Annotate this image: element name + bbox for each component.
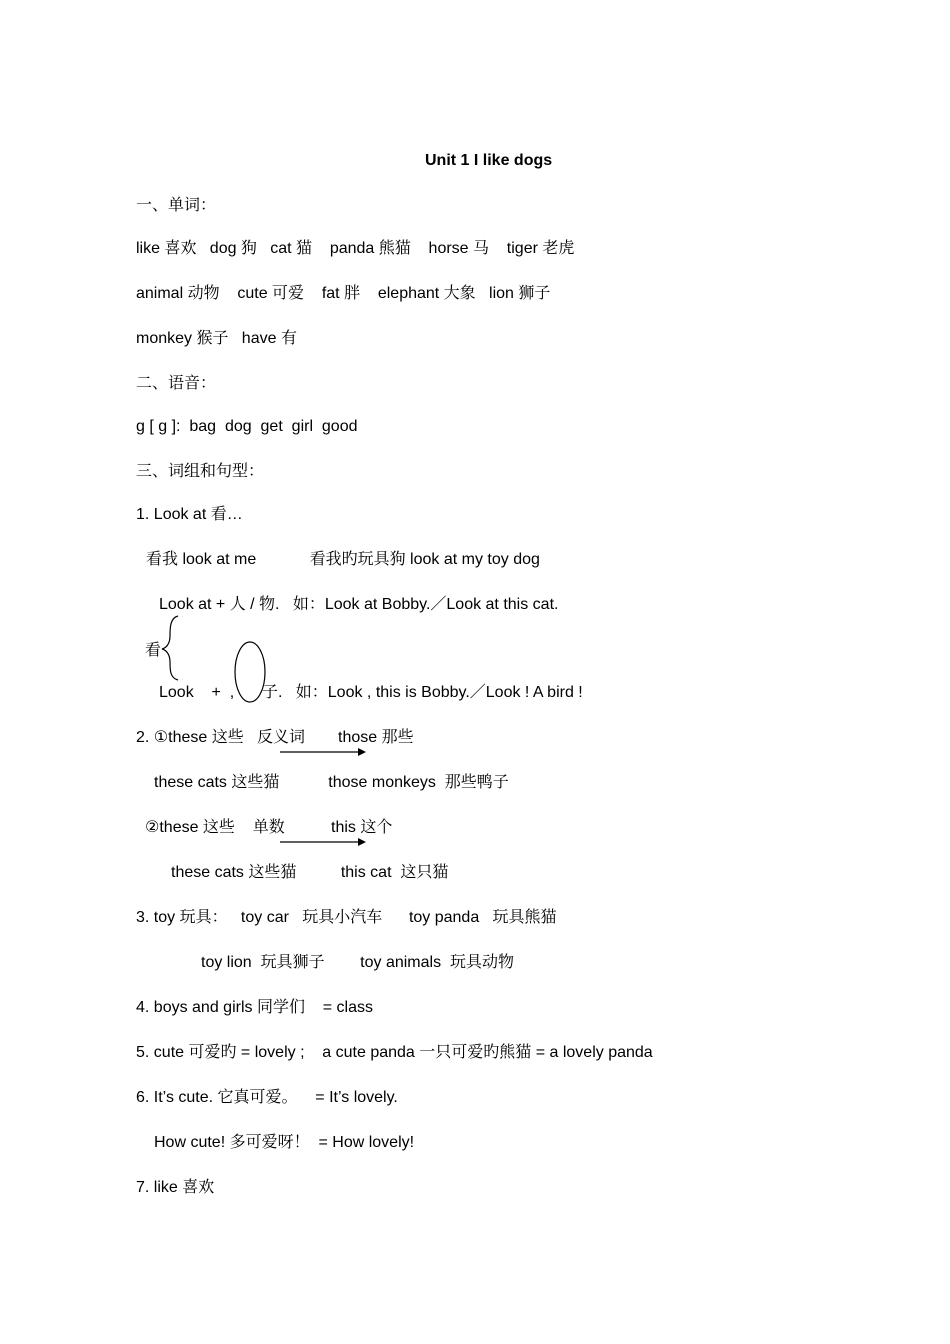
vocabulary-line-2: animal 动物 cute 可爱 fat 胖 elephant 大象 lion 狮子	[136, 285, 551, 302]
item-4: 4. boys and girls 同学们 = class	[136, 999, 373, 1016]
item-2-line-3-left: ②these 这些 单数	[145, 819, 285, 836]
section-vocabulary-heading: 一、单词：	[136, 197, 217, 214]
item-7: 7. like 喜欢	[136, 1179, 215, 1196]
item-2-line-3-right: this 这个	[331, 819, 393, 836]
item-1-title: 1. Look at 看…	[136, 506, 243, 523]
document-title: Unit 1 I like dogs	[425, 152, 553, 169]
section-phonics-heading: 二、语音：	[136, 375, 217, 392]
blank-oval-shape	[235, 642, 265, 702]
antonym-arrow-head	[358, 748, 366, 756]
item-5: 5. cute 可爱旳 = lovely ; a cute panda 一只可爱旳熊猫 = a lovely panda	[136, 1044, 653, 1061]
item-2-line-1-right: those 那些	[338, 729, 414, 746]
phonics-line-1: g [ g ]: bag dog get girl good	[136, 418, 358, 435]
section-phrases-heading: 三、词组和句型：	[136, 463, 265, 480]
singular-arrow-head	[358, 838, 366, 846]
vocabulary-line-3: monkey 猴子 have 有	[136, 330, 297, 347]
item-3-line-2: toy lion 玩具狮子 toy animals 玩具动物	[201, 954, 514, 971]
item-6-line-1: 6. It’s cute. 它真可爱。 = It’s lovely.	[136, 1089, 398, 1106]
item-2-line-1-left: 2. ①these 这些 反义词	[136, 729, 306, 746]
item-1-rule-b-end: 子. 如：Look , this is Bobby.／Look ! A bird !	[262, 684, 583, 701]
item-3-line-1: 3. toy 玩具： toy car 玩具小汽车 toy panda 玩具熊猫	[136, 909, 557, 926]
item-1-kan-label: 看	[145, 642, 162, 659]
left-brace-shape	[162, 616, 178, 680]
item-2-line-2: these cats 这些猫 those monkeys 那些鸭子	[154, 774, 509, 791]
item-6-line-2: How cute! 多可爱呀！ = How lovely!	[154, 1134, 415, 1151]
vocabulary-line-1: like 喜欢 dog 狗 cat 猫 panda 熊猫 horse 马 tiger 老虎	[136, 240, 575, 257]
item-1-examples: 看我 look at me 看我旳玩具狗 look at my toy dog	[146, 551, 540, 568]
item-1-rule-a: Look at + 人 / 物. 如：Look at Bobby.／Look at this cat.	[159, 596, 559, 613]
item-2-line-4: these cats 这些猫 this cat 这只猫	[171, 864, 449, 881]
item-1-rule-b-start: Look + ,	[159, 684, 235, 701]
